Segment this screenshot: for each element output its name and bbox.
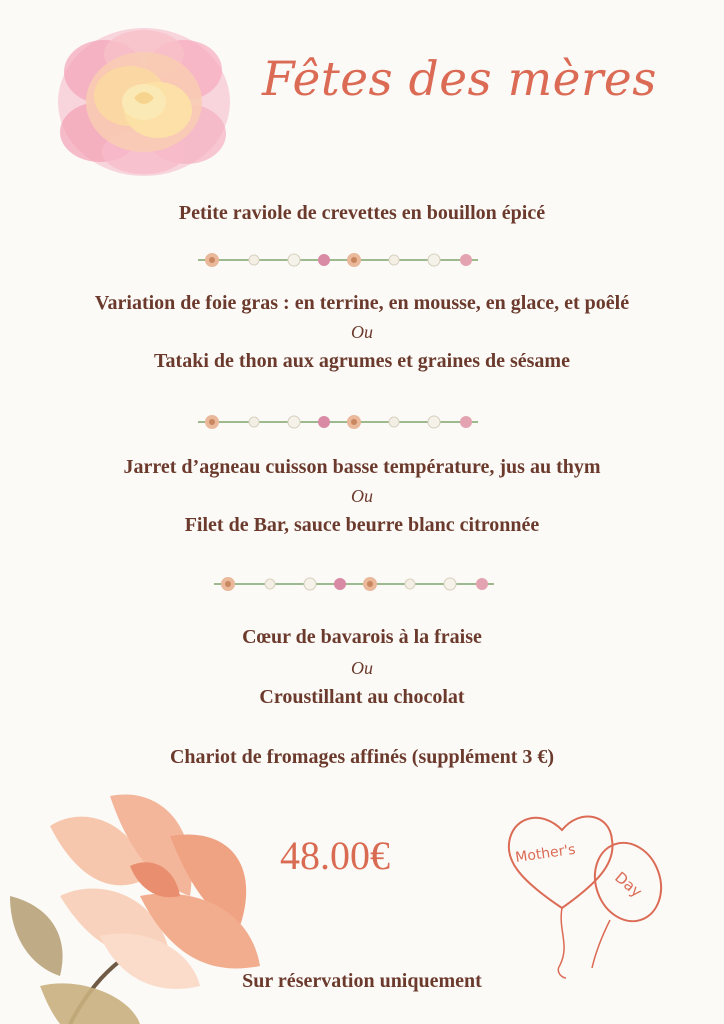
balloons-illustration (500, 800, 670, 980)
entree-option-2: Tataki de thon aux agrumes et graines de sésame (154, 350, 570, 372)
main-option-2: Filet de Bar, sauce beurre blanc citronnée (184, 514, 540, 536)
main-option-1: Jarret d’agneau cuisson basse température, jus au thym (123, 456, 601, 478)
or-label: Ou (351, 322, 373, 342)
reservation-note: Sur réservation uniquement (242, 970, 482, 992)
balloon-text-left: Mother's (514, 841, 577, 866)
dessert-option-2: Croustillant au chocolat (259, 686, 465, 708)
rose-illustration (52, 22, 232, 182)
starter-item: Petite raviole de crevettes en bouillon épicé (178, 202, 546, 224)
dessert-option-1: Cœur de bavarois à la fraise (242, 626, 482, 648)
entree-option-1: Variation de foie gras : en terrine, en mousse, en glace, et poêlé (94, 292, 630, 314)
or-label: Ou (351, 658, 373, 678)
balloon-text-right: Day (611, 868, 646, 901)
floral-divider (210, 572, 498, 596)
cheese-item: Chariot de fromages affinés (supplément 3 €) (169, 746, 555, 768)
menu-price: 48.00€ (280, 833, 390, 878)
or-label: Ou (351, 486, 373, 506)
floral-divider (194, 248, 482, 272)
floral-divider (194, 410, 482, 434)
menu-title: Fêtes des mères (262, 52, 657, 107)
